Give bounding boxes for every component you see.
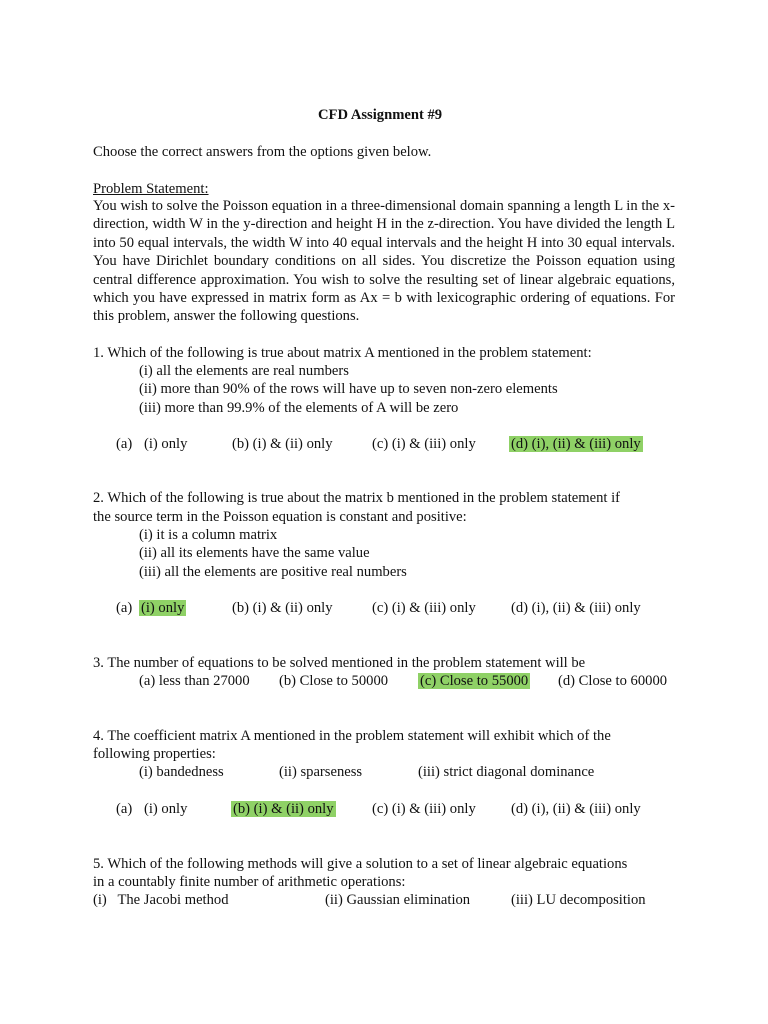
q1-option-a-label: (a) xyxy=(116,436,133,452)
q2-stem-line-1: 2. Which of the following is true about the matrix b mentioned in the problem statement if xyxy=(93,490,621,506)
q2-option-c: (c) (i) & (iii) only xyxy=(372,600,476,616)
q4-option-c: (c) (i) & (iii) only xyxy=(372,801,476,817)
q3-option-c-highlighted: (c) Close to 55000 xyxy=(420,673,529,689)
q4-option-b-highlighted: (b) (i) & (ii) only xyxy=(233,801,334,817)
q3-stem: 3. The number of equations to be solved mentioned in the problem statement will be xyxy=(93,655,586,671)
q2-option-d: (d) (i), (ii) & (iii) only xyxy=(511,600,641,616)
problem-text: You wish to solve the Poisson equation in a three-dimensional domain spanning a length L in the x-direction, width W in the y-direction and height H in the z-direction. You have divided the length L into 50 equal intervals, the width W into 40 equal intervals and the height H into 30 equal intervals. You have Dirichlet boundary conditions on all sides. You discretize the Poisson equation using central difference approximation. You wish to solve the resulting set of linear algebraic equations, which you have expressed in matrix form as Ax = b with lexicographic ordering of equations. For this problem, answer the following questions. xyxy=(93,198,675,325)
q2-option-b: (b) (i) & (ii) only xyxy=(232,600,333,616)
q4-item-3: (iii) strict diagonal dominance xyxy=(418,764,595,780)
q3-option-d: (d) Close to 60000 xyxy=(558,673,668,689)
q5-stem-line-2: in a countably finite number of arithmetic operations: xyxy=(93,874,406,890)
q4-stem-line-2: following properties: xyxy=(93,746,216,762)
q3-option-b: (b) Close to 50000 xyxy=(279,673,389,689)
q2-item-1: (i) it is a column matrix xyxy=(139,527,278,543)
q4-option-a-label: (a) xyxy=(116,801,133,817)
q1-stem: 1. Which of the following is true about matrix A mentioned in the problem statement: xyxy=(93,345,592,361)
q4-item-2: (ii) sparseness xyxy=(279,764,363,780)
q1-item-1: (i) all the elements are real numbers xyxy=(139,363,349,379)
q4-item-1: (i) bandedness xyxy=(139,764,224,780)
problem-heading: Problem Statement: xyxy=(93,181,209,197)
q5-stem-line-1: 5. Which of the following methods will give a solution to a set of linear algebraic equations xyxy=(93,856,628,872)
q2-item-3: (iii) all the elements are positive real numbers xyxy=(139,564,407,580)
q2-option-a-label: (a) xyxy=(116,600,133,616)
q4-stem-line-1: 4. The coefficient matrix A mentioned in the problem statement will exhibit which of the xyxy=(93,728,611,744)
page-title: CFD Assignment #9 xyxy=(318,107,443,123)
q3-option-a: (a) less than 27000 xyxy=(139,673,250,689)
q1-option-c: (c) (i) & (iii) only xyxy=(372,436,476,452)
q5-item-2: (ii) Gaussian elimination xyxy=(325,892,471,908)
instructions: Choose the correct answers from the options given below. xyxy=(93,144,432,160)
q5-item-3: (iii) LU decomposition xyxy=(511,892,646,908)
q2-option-a-highlighted: (i) only xyxy=(141,600,185,616)
q5-item-1: (i) The Jacobi method xyxy=(93,892,229,908)
q4-option-d: (d) (i), (ii) & (iii) only xyxy=(511,801,641,817)
q1-option-b: (b) (i) & (ii) only xyxy=(232,436,333,452)
q1-option-d-highlighted: (d) (i), (ii) & (iii) only xyxy=(511,436,641,452)
q1-option-a: (i) only xyxy=(144,436,188,452)
q1-item-3: (iii) more than 99.9% of the elements of A will be zero xyxy=(139,400,459,416)
q4-option-a: (i) only xyxy=(144,801,188,817)
q2-stem-line-2: the source term in the Poisson equation is constant and positive: xyxy=(93,509,467,525)
q1-item-2: (ii) more than 90% of the rows will have up to seven non-zero elements xyxy=(139,381,558,397)
q2-item-2: (ii) all its elements have the same value xyxy=(139,545,370,561)
